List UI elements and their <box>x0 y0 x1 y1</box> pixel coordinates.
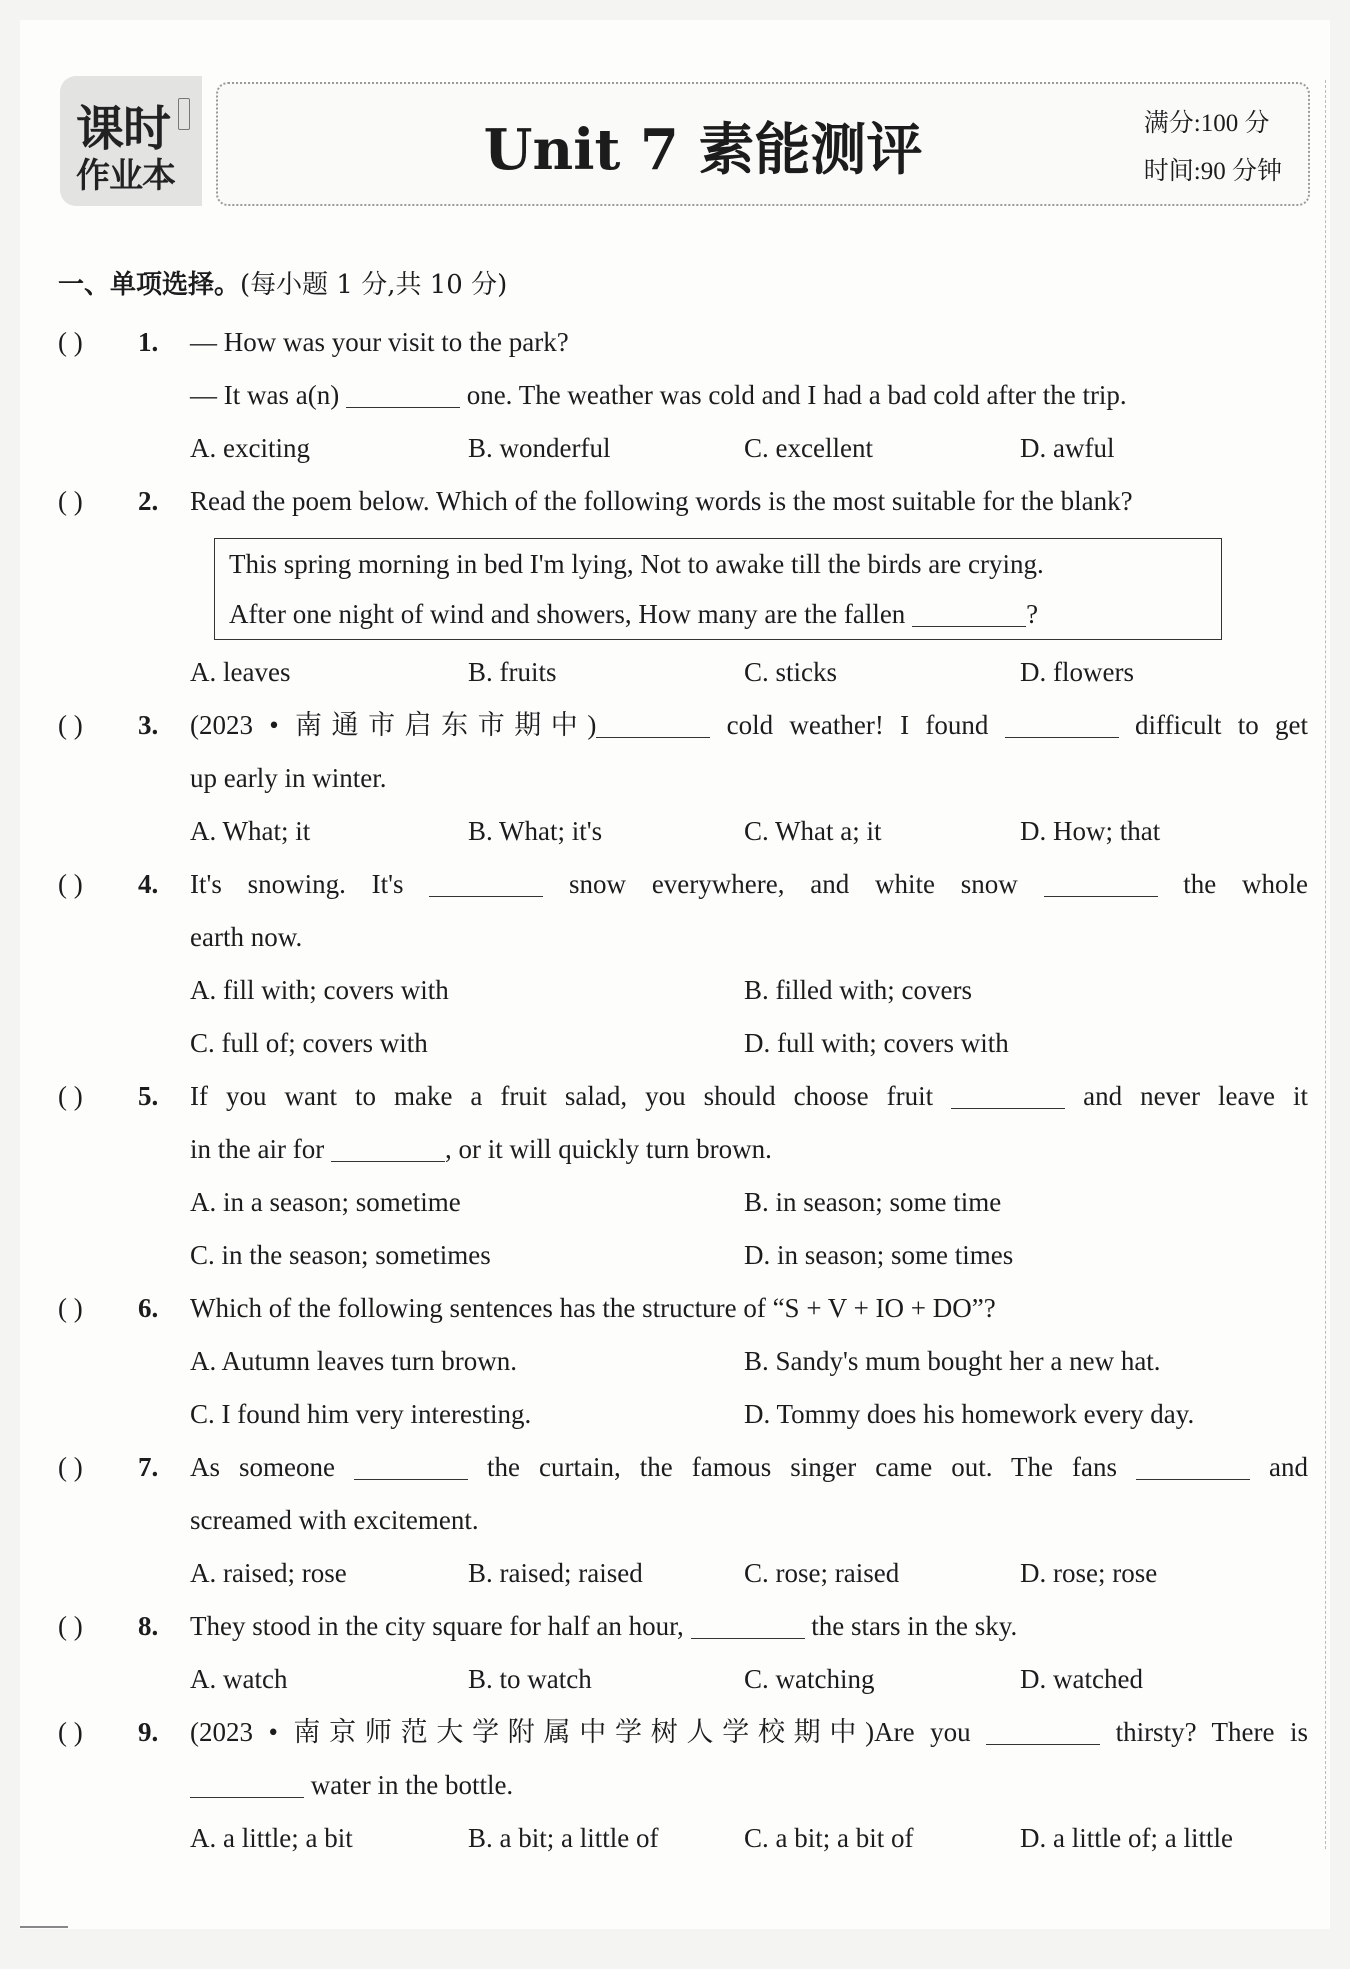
answer-blank[interactable] <box>691 1610 805 1639</box>
stem-text: thirsty? There is <box>1115 1717 1308 1747</box>
options <box>58 1229 1308 1282</box>
options <box>58 646 1308 699</box>
stem-text: the stars in the sky. <box>811 1611 1018 1641</box>
answer-blank[interactable] <box>1005 709 1119 738</box>
answer-bracket[interactable]: ( ) <box>58 869 83 899</box>
stem-text: and never leave it <box>1083 1081 1308 1111</box>
answer-bracket[interactable]: ( ) <box>58 486 83 516</box>
option-a[interactable]: A. a little; a bit <box>190 1823 353 1853</box>
option-c[interactable]: C. I found him very interesting. <box>190 1399 532 1429</box>
poem-box <box>214 538 1222 640</box>
poem-text: ? <box>1026 599 1039 629</box>
options <box>58 422 1308 475</box>
question-stem <box>190 858 1308 911</box>
poem-text: After one night of wind and showers, How many are the fallen <box>229 599 906 629</box>
question-line <box>58 369 1308 422</box>
options <box>58 1176 1308 1229</box>
stem-text: If you want to make a fruit salad, you should choose fruit <box>190 1081 934 1111</box>
option-b[interactable]: B. wonderful <box>468 433 611 463</box>
logo-top-text: 课时 <box>76 101 171 157</box>
answer-bracket[interactable]: ( ) <box>58 1611 83 1641</box>
question-stem: Which of the following sentences has the structure of “S + V + IO + DO”? <box>190 1293 996 1323</box>
option-a[interactable]: A. What; it <box>190 816 311 846</box>
answer-bracket[interactable]: ( ) <box>58 710 83 740</box>
options <box>58 805 1308 858</box>
answer-bracket[interactable]: ( ) <box>58 1452 83 1482</box>
option-a[interactable]: A. raised; rose <box>190 1558 347 1588</box>
question-5 <box>58 1070 1308 1123</box>
option-d[interactable]: D. flowers <box>1020 657 1134 687</box>
option-c[interactable]: C. What a; it <box>744 816 882 846</box>
option-d[interactable]: D. in season; some times <box>744 1240 1014 1270</box>
source-note: (2023 • 南通市启东市期中) <box>190 710 597 740</box>
option-a[interactable]: A. leaves <box>190 657 291 687</box>
option-b[interactable]: B. raised; raised <box>468 1558 643 1588</box>
stem-text: — It was a(n) <box>190 380 340 410</box>
section-note: (每小题 1 分,共 10 分) <box>240 270 508 300</box>
question-stem <box>190 1070 1308 1123</box>
question-7 <box>58 1441 1308 1494</box>
stem-text: They stood in the city square for half an hour, <box>190 1611 684 1641</box>
stem-text: snow everywhere, and white snow <box>569 869 1018 899</box>
stem-text: As someone <box>190 1452 335 1482</box>
question-number: 6. <box>138 1293 159 1323</box>
answer-blank[interactable] <box>596 709 710 738</box>
option-b[interactable]: B. What; it's <box>468 816 603 846</box>
option-d[interactable]: D. How; that <box>1020 816 1161 846</box>
question-stem <box>190 1441 1308 1494</box>
options <box>58 964 1308 1017</box>
question-line <box>58 1494 1308 1547</box>
question-3 <box>58 699 1308 752</box>
question-stem: Read the poem below. Which of the following words is the most suitable for the blank? <box>190 486 1133 516</box>
time-limit: 时间:90 分钟 <box>1143 158 1282 185</box>
stem-text: the whole <box>1183 869 1308 899</box>
question-stem-line: up early in winter. <box>190 763 387 793</box>
logo <box>60 76 202 206</box>
option-d[interactable]: D. awful <box>1020 433 1115 463</box>
poem-line <box>215 589 1221 639</box>
option-a[interactable]: A. fill with; covers with <box>190 975 449 1005</box>
question-number: 8. <box>138 1611 159 1641</box>
option-c[interactable]: C. full of; covers with <box>190 1028 428 1058</box>
answer-blank[interactable] <box>346 379 460 408</box>
question-1 <box>58 316 1308 369</box>
option-b[interactable]: B. Sandy's mum bought her a new hat. <box>744 1346 1161 1376</box>
option-a[interactable]: A. exciting <box>190 433 310 463</box>
stem-text: water in the bottle. <box>310 1770 514 1800</box>
option-b[interactable]: B. a bit; a little of <box>468 1823 659 1853</box>
question-stem <box>190 699 1308 752</box>
question-2 <box>58 475 1308 528</box>
answer-blank[interactable] <box>951 1080 1065 1109</box>
option-d[interactable]: D. Tommy does his homework every day. <box>744 1399 1195 1429</box>
page-edge-line <box>1325 80 1326 1849</box>
page-title: Unit 7 素能测评 <box>483 117 923 183</box>
stem-text: and <box>1269 1452 1308 1482</box>
answer-bracket[interactable]: ( ) <box>58 1717 83 1747</box>
answer-blank[interactable] <box>912 598 1026 627</box>
answer-blank[interactable] <box>1136 1451 1250 1480</box>
question-number: 9. <box>138 1717 159 1747</box>
question-number: 1. <box>138 327 159 357</box>
answer-blank[interactable] <box>1044 868 1158 897</box>
section-heading <box>58 264 507 301</box>
option-c[interactable]: C. sticks <box>744 657 838 687</box>
options <box>58 1812 1308 1865</box>
footer-divider <box>20 1926 68 1928</box>
question-stem <box>190 1600 1308 1653</box>
logo-bottom-text: 作业本 <box>76 156 175 196</box>
section-heading-text: 一、单项选择。 <box>58 270 241 300</box>
question-8 <box>58 1600 1308 1653</box>
option-c[interactable]: C. in the season; sometimes <box>190 1240 491 1270</box>
logo-mark-icon <box>178 98 190 130</box>
option-b[interactable]: B. to watch <box>468 1664 592 1694</box>
answer-blank[interactable] <box>986 1716 1100 1745</box>
question-line <box>58 911 1308 964</box>
option-a[interactable]: A. watch <box>190 1664 288 1694</box>
options <box>58 1547 1308 1600</box>
option-c[interactable]: C. excellent <box>744 433 873 463</box>
stem-text: difficult to get <box>1134 710 1309 740</box>
question-stem-line <box>190 1123 1308 1176</box>
options <box>58 1017 1308 1070</box>
option-b[interactable]: B. filled with; covers <box>744 975 972 1005</box>
question-stem <box>190 1706 1308 1759</box>
answer-blank[interactable] <box>190 1769 304 1798</box>
stem-text: one. The weather was cold and I had a bad cold after the trip. <box>466 380 1127 410</box>
stem-text: It's snowing. It's <box>190 869 404 899</box>
worksheet-page <box>20 20 1330 1929</box>
question-4 <box>58 858 1308 911</box>
option-d[interactable]: D. full with; covers with <box>744 1028 1009 1058</box>
question-line <box>58 752 1308 805</box>
option-c[interactable]: C. watching <box>744 1664 875 1694</box>
stem-text: the curtain, the famous singer came out. The fans <box>487 1452 1117 1482</box>
question-number: 2. <box>138 486 159 516</box>
option-c[interactable]: C. a bit; a bit of <box>744 1823 914 1853</box>
stem-text: (2023 • 南京师范大学附属中学树人学校期中)Are you <box>190 1717 971 1747</box>
answer-bracket[interactable]: ( ) <box>58 327 83 357</box>
answer-bracket[interactable]: ( ) <box>58 1293 83 1323</box>
question-6 <box>58 1282 1308 1335</box>
full-score: 满分:100 分 <box>1143 110 1270 137</box>
stem-text: cold weather! I found <box>726 710 989 740</box>
options <box>58 1653 1308 1706</box>
option-a[interactable]: A. Autumn leaves turn brown. <box>190 1346 517 1376</box>
options <box>58 1335 1308 1388</box>
question-stem-line: earth now. <box>190 922 303 952</box>
option-b[interactable]: B. in season; some time <box>744 1187 1002 1217</box>
stem-text: in the air for <box>190 1134 325 1164</box>
option-b[interactable]: B. fruits <box>468 657 557 687</box>
question-stem-line <box>190 369 1308 422</box>
question-stem-line <box>190 1759 1308 1812</box>
poem-line: This spring morning in bed I'm lying, Not to awake till the birds are crying. <box>229 549 1044 579</box>
answer-bracket[interactable]: ( ) <box>58 1081 83 1111</box>
option-d[interactable]: D. rose; rose <box>1020 1558 1158 1588</box>
exam-meta <box>1144 100 1282 196</box>
option-d[interactable]: D. a little of; a little <box>1020 1823 1233 1853</box>
question-list <box>58 316 1308 1865</box>
question-line <box>58 1123 1308 1176</box>
question-line <box>58 1759 1308 1812</box>
question-number: 7. <box>138 1452 159 1482</box>
stem-text: , or it will quickly turn brown. <box>444 1134 772 1164</box>
answer-blank[interactable] <box>331 1133 445 1162</box>
question-number: 5. <box>138 1081 159 1111</box>
option-a[interactable]: A. in a season; sometime <box>190 1187 461 1217</box>
question-stem: — How was your visit to the park? <box>190 327 569 357</box>
header-box <box>216 82 1310 206</box>
question-stem-line: screamed with excitement. <box>190 1505 479 1535</box>
answer-blank[interactable] <box>429 868 543 897</box>
option-c[interactable]: C. rose; raised <box>744 1558 900 1588</box>
question-number: 4. <box>138 869 159 899</box>
answer-blank[interactable] <box>354 1451 468 1480</box>
option-d[interactable]: D. watched <box>1020 1664 1143 1694</box>
options <box>58 1388 1308 1441</box>
question-9 <box>58 1706 1308 1759</box>
question-number: 3. <box>138 710 159 740</box>
